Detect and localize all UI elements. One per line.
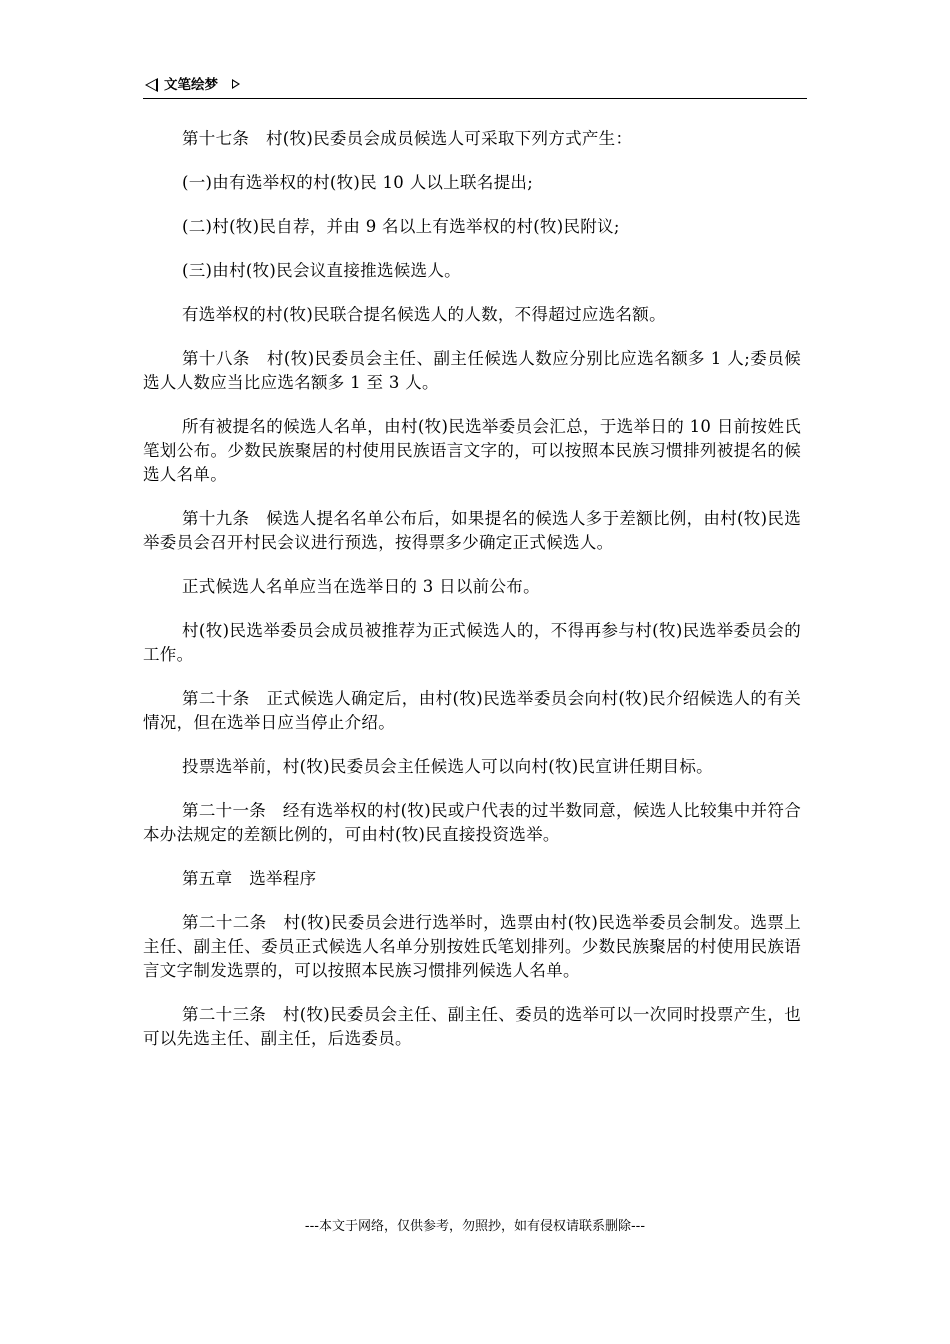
header-title: 文笔绘梦	[164, 77, 218, 93]
article-23: 第二十三条 村(牧)民委员会主任、副主任、委员的选举可以一次同时投票产生，也可以先选主任、副主任，后选委员。	[143, 1005, 801, 1048]
article-18: 第十八条 村(牧)民委员会主任、副主任候选人数应分别比应选名额多 1 人;委员候选人人数应当比应选名额多 1 至 3 人。	[143, 349, 801, 392]
article-17-item-1: (一)由有选举权的村(牧)民 10 人以上联名提出;	[182, 173, 534, 192]
article-22: 第二十二条 村(牧)民委员会进行选举时，选票由村(牧)民选举委员会制发。选票上主任、副主任、委员正式候选人名单分别按姓氏笔划排列。少数民族聚居的村使用民族语言文字制发选票的，可以按照本民族习惯排列候选人名单。	[143, 913, 801, 980]
article-20-note: 投票选举前，村(牧)民委员会主任候选人可以向村(牧)民宣讲任期目标。	[182, 757, 713, 776]
article-17: 第十七条 村(牧)民委员会成员候选人可采取下列方式产生：	[182, 129, 633, 148]
article-19: 第十九条 候选人提名名单公布后，如果提名的候选人多于差额比例，由村(牧)民选举委员会召开村民会议进行预选，按得票多少确定正式候选人。	[143, 509, 801, 552]
page-header	[143, 76, 807, 99]
article-17-item-3: (三)由村(牧)民会议直接推选候选人。	[182, 261, 461, 280]
article-20: 第二十条 正式候选人确定后，由村(牧)民选举委员会向村(牧)民介绍候选人的有关情况，但在选举日应当停止介绍。	[143, 689, 801, 732]
article-21: 第二十一条 经有选举权的村(牧)民或户代表的过半数同意，候选人比较集中并符合本办法规定的差额比例的，可由村(牧)民直接投资选举。	[143, 801, 801, 844]
page-footer: ---本文于网络，仅供参考，勿照抄，如有侵权请联系删除---	[304, 1219, 646, 1234]
article-19-note-1: 正式候选人名单应当在选举日的 3 日以前公布。	[182, 577, 540, 596]
article-18-note: 所有被提名的候选人名单，由村(牧)民选举委员会汇总，于选举日的 10 日前按姓氏笔划公布。少数民族聚居的村使用民族语言文字的，可以按照本民族习惯排列被提名的候选人名单。	[143, 417, 802, 484]
left-triangle-icon	[145, 78, 158, 92]
chapter-5-heading: 第五章 选举程序	[182, 869, 317, 888]
article-17-item-2: (二)村(牧)民自荐，并由 9 名以上有选举权的村(牧)民附议;	[182, 217, 620, 236]
article-17-note: 有选举权的村(牧)民联合提名候选人的人数，不得超过应选名额。	[182, 305, 666, 324]
document-body	[143, 127, 801, 1071]
article-19-note-2: 村(牧)民选举委员会成员被推荐为正式候选人的，不得再参与村(牧)民选举委员会的工作。	[143, 621, 801, 664]
right-triangle-icon	[232, 79, 240, 89]
